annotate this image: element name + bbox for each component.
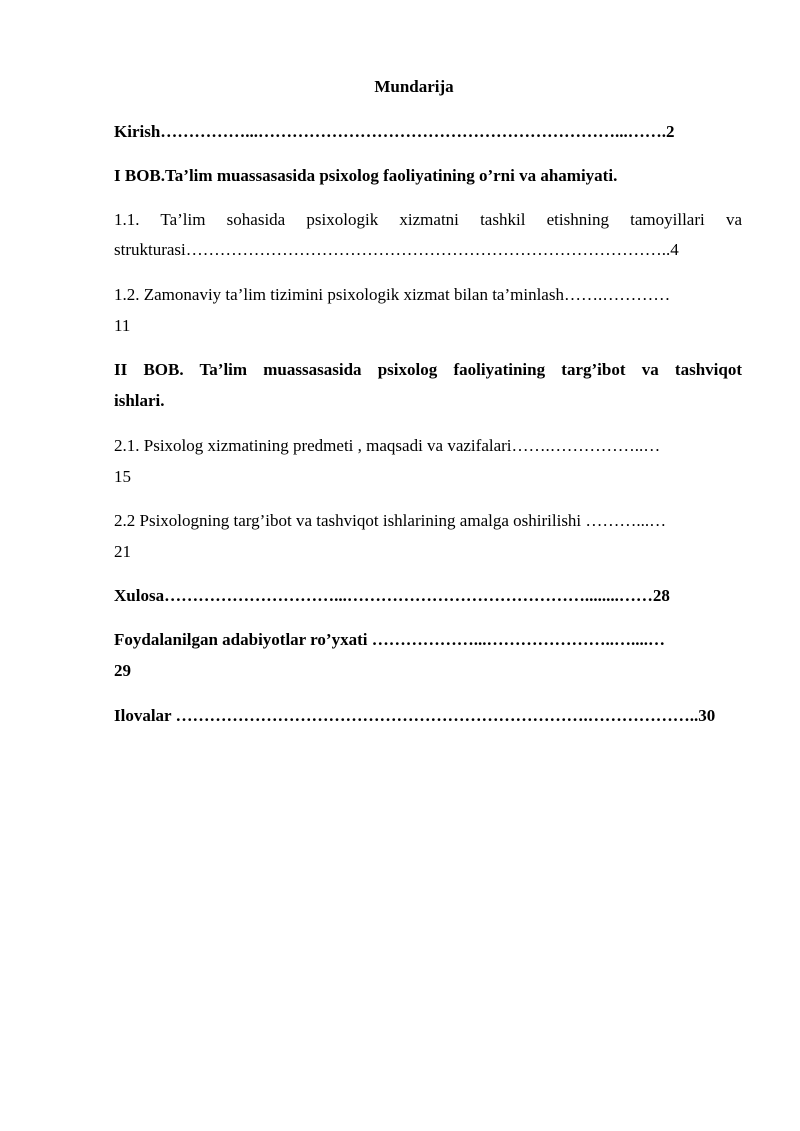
toc-entry-1-1-line2: strukturasi…………………………………………………………………………..4 (114, 240, 679, 259)
toc-entry-foydalanilgan-line1: Foydalanilgan adabiyotlar ro’yxati ………………...…………………..…....… (114, 630, 665, 649)
toc-entry-1-2-page: 11 (114, 316, 131, 335)
toc-chapter-1-heading: I BOB.Ta’lim muassasasida psixolog faoliyatining o’rni va ahamiyati. (114, 166, 618, 185)
toc-entry-kirish: Kirish……………...………………………………………………………...…….2 (114, 122, 675, 141)
toc-entry-2-2-line1: 2.2 Psixologning targ’ibot va tashviqot ishlarining amalga oshirilishi ………...… (114, 511, 667, 530)
toc-entry-ilovalar: Ilovalar ……………………………………………………………….………………..30 (114, 706, 716, 725)
toc-chapter-2-heading-line1: II BOB. Ta’lim muassasasida psixolog faoliyatining targ’ibot va tashviqot (114, 360, 742, 379)
toc-entry-xulosa: Xulosa…………………………...……………………………………........……28 (114, 586, 670, 605)
toc-chapter-2-heading-line2: ishlari. (114, 391, 165, 410)
toc-entry-foydalanilgan-page: 29 (114, 661, 131, 680)
toc-entry-2-1-line1: 2.1. Psixolog xizmatining predmeti , maqsadi va vazifalari…….……………..… (114, 436, 661, 455)
toc-entry-2-1-page: 15 (114, 467, 131, 486)
toc-entry-1-2-line1: 1.2. Zamonaviy ta’lim tizimini psixologik xizmat bilan ta’minlash…….………… (114, 285, 671, 304)
page-title: Mundarija (374, 77, 454, 96)
toc-entry-1-1-line1: 1.1. Ta’lim sohasida psixologik xizmatni tashkil etishning tamoyillari va (114, 210, 742, 229)
toc-entry-2-2-page: 21 (114, 542, 131, 561)
